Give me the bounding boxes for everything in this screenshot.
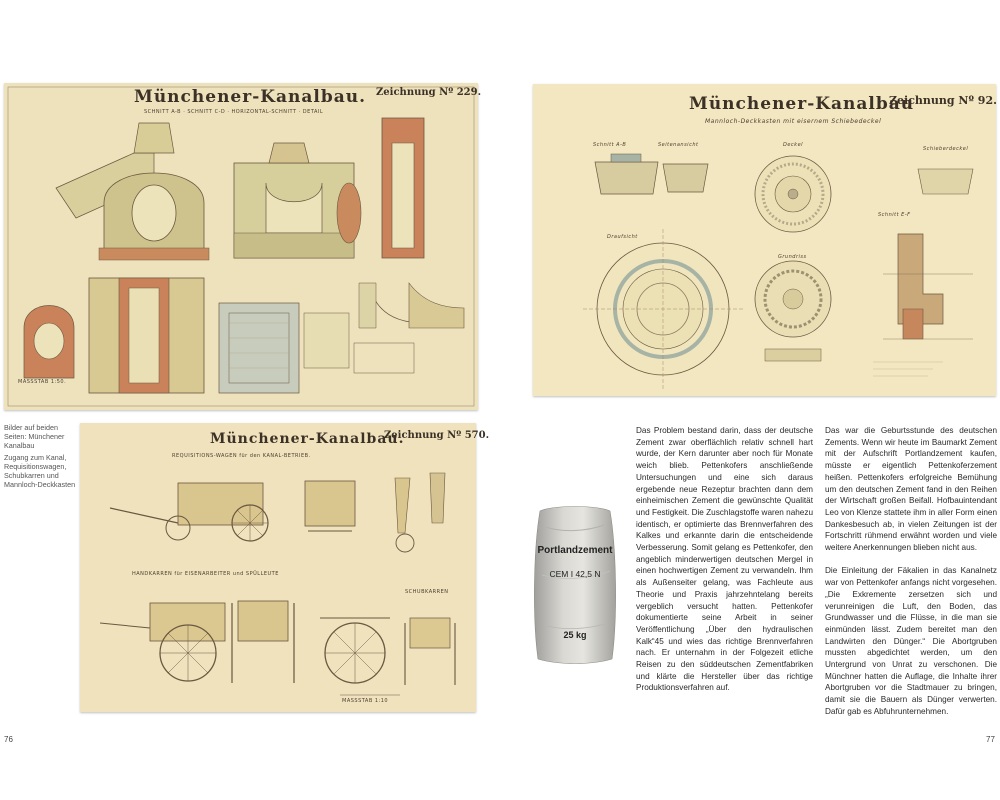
plate-570-title: Münchener-Kanalbau. [210,431,405,447]
plate-229-scale: MASSSTAB 1:50. [18,379,67,385]
plate-drawing-570 [80,423,490,712]
paragraph-3: Die Einleitung der Fäkalien in das Kanalnetz war von Pettenkofer anfangs nicht vorgesehen. „Die Exkremente zersetzen sich und verunreinigen die Luft, den Boden, das Grundwasser und die Flüsse, in die man sie einmünden lässt. Zudem bereitet man den Landwirten den Dünger.“ Die Abortgruben mussten abgedichtet werden, um den Untergrund von Unrat zu verschonen. Die Münchner hatten die Auflage, die Inhalte ihrer Abortgruben vor die Stadtmauer zu bringen, damit sie die Bauern als Dünger verwerten. Dafür gab es Abfuhrunternehmen. [825,566,997,716]
plate-229-subtitle: SCHNITT A-B · SCHNITT C-D · HORIZONTAL-SCHNITT · DETAIL [144,109,324,115]
plate-92-label-1: Schnitt A-B [593,142,627,148]
page-number-right: 77 [986,735,995,744]
plate-229-number: Zeichnung Nº 229. [376,87,482,98]
drawing-229-art [4,83,478,410]
page-number-left: 76 [4,735,13,744]
text-column-2 [825,425,997,718]
plate-570-subtitle-2: HANDKARREN für EISENARBEITER und SPÜLLEUTE [132,571,279,577]
plate-570-subtitle-3: SCHUBKARREN [405,589,449,595]
bag-type-label: CEM I 42,5 N [549,569,601,579]
caption-line-2: Zugang zum Kanal, Requisitionswagen, Schubkarren und Mannloch-Deckkasten [4,453,76,489]
plate-92-title: Münchener-Kanalbau [689,94,915,114]
figure-caption [4,423,76,489]
plate-570-scale: MASSSTAB 1:10 [342,698,389,704]
plate-92-label-2: Seitenansicht [658,142,699,148]
plate-92-subtitle: Mannloch-Deckkasten mit eisernem Schiebedeckel [705,118,882,125]
drawing-92-art [533,84,996,396]
cement-bag-image [532,505,618,665]
drawing-570-art [80,423,476,712]
caption-line-1: Bilder auf beiden Seiten: Münchener Kanalbau [4,423,65,450]
text-column-1 [636,425,813,694]
plate-92-number: Zeichnung Nº 92. [889,94,997,107]
plate-drawing-92 [533,84,996,396]
bag-brand-label: Portlandzement [537,545,613,556]
paragraph-2: Das war die Geburtsstunde des deutschen Zements. Wenn wir heute im Baumarkt Zement mit der Aufschrift Portlandzement kaufen, müsste er eigentlich Pettenkoferzement heißen. Pettenkofers erfolgreiche Bemühung um den deutschen Zement fand in den Reihen der Wirtschaft großen Beifall. Hofbauintendant Leo von Klenze stattete ihm in aller Form einen Dankesbesuch ab, in vielen Zeitungen ist der Fortschritt rühmend erwähnt worden und viele weitere Anerkennungen blieben nicht aus. [825,426,997,553]
bag-weight-label: 25 kg [563,630,587,640]
plate-229-title: Münchener-Kanalbau. [134,87,367,107]
paragraph-1: Das Problem bestand darin, dass der deutsche Zement zwar oberflächlich relativ schnell hart wurde, der Kern darunter aber noch für Monate weich blieb. Pettenkofers anschließende Untersuchungen und eine sich daraus ergebende neue Rezeptur brachten dann dem einheimischen Zement die gewünschte Qualität und Festigkeit. Die Zuschlagstoffe waren nahezu identisch, er optimierte das Brennverfahren des Kalkes und erkannte darin die entscheidende Verbesserung. Somit gelang es Pettenkofer, den angeblich minderwertigen deutschen Mergel in einen hochwertigen Zement zu verwandeln. Ihm als Außenseiter gelang, was Fachleute aus Theorie und Praxis jahrzehntelang bereits vergeblich versucht hatten. Pettenkofer dokumentierte seine Arbeit in seiner Veröffentlichung „Über den hydraulischen Kalk“45 und wies das richtige Brennverfahren nach. Er unternahm in der Folgezeit etliche Reisen zu den süddeutschen Zementfabriken und klärte die Hersteller über das richtige Produktionsverfahren auf. [636,426,813,693]
cement-bag-shape [532,505,618,665]
plate-92-label-3: Deckel [783,142,804,148]
plate-92-label-6: Grundriss [778,254,807,260]
plate-92-label-7: Schnitt E-F [878,212,911,218]
plate-570-number: Zeichnung Nº 570. [384,430,490,441]
plate-92-label-4: Draufsicht [607,234,638,240]
plate-570-subtitle: REQUISITIONS-WAGEN für den KANAL-BETRIEB. [172,453,311,459]
plate-92-label-5: Schieberdeckel [923,146,969,152]
plate-drawing-229 [4,83,482,410]
